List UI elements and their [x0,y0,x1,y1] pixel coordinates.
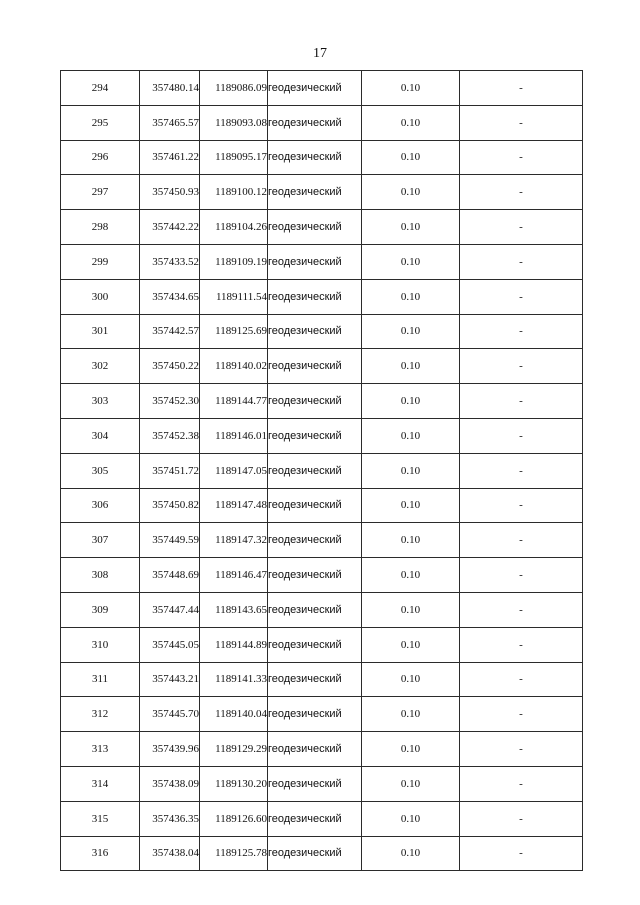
x-coordinate-cell: 357445.70 [140,697,200,732]
y-coordinate-cell: 1189125.69 [200,314,268,349]
description-cell: - [460,732,583,767]
description-cell: - [460,418,583,453]
accuracy-cell: 0.10 [362,71,460,106]
table-row [61,836,583,871]
point-number-cell: 304 [61,418,140,453]
accuracy-cell: 0.10 [362,314,460,349]
method-cell: геодезический [268,836,362,871]
description-cell: - [460,488,583,523]
accuracy-cell: 0.10 [362,488,460,523]
method-cell: геодезический [268,766,362,801]
table-row [61,384,583,419]
y-coordinate-cell: 1189140.04 [200,697,268,732]
table-row [61,801,583,836]
table-row [61,418,583,453]
y-coordinate-cell: 1189140.02 [200,349,268,384]
description-cell: - [460,627,583,662]
method-cell: геодезический [268,418,362,453]
accuracy-cell: 0.10 [362,349,460,384]
description-cell: - [460,836,583,871]
point-number-cell: 302 [61,349,140,384]
table-row [61,732,583,767]
x-coordinate-cell: 357449.59 [140,523,200,558]
method-cell: геодезический [268,697,362,732]
point-number-cell: 299 [61,244,140,279]
method-cell: геодезический [268,662,362,697]
x-coordinate-cell: 357448.69 [140,558,200,593]
point-number-cell: 308 [61,558,140,593]
description-cell: - [460,175,583,210]
table-row [61,453,583,488]
table-row [61,766,583,801]
point-number-cell: 309 [61,592,140,627]
description-cell: - [460,349,583,384]
accuracy-cell: 0.10 [362,384,460,419]
accuracy-cell: 0.10 [362,140,460,175]
description-cell: - [460,766,583,801]
x-coordinate-cell: 357445.05 [140,627,200,662]
description-cell: - [460,523,583,558]
table-row [61,697,583,732]
accuracy-cell: 0.10 [362,836,460,871]
point-number-cell: 294 [61,71,140,106]
y-coordinate-cell: 1189144.77 [200,384,268,419]
y-coordinate-cell: 1189111.54 [200,279,268,314]
method-cell: геодезический [268,279,362,314]
description-cell: - [460,453,583,488]
y-coordinate-cell: 1189141.33 [200,662,268,697]
x-coordinate-cell: 357433.52 [140,244,200,279]
table-row [61,592,583,627]
accuracy-cell: 0.10 [362,523,460,558]
method-cell: геодезический [268,384,362,419]
y-coordinate-cell: 1189126.60 [200,801,268,836]
x-coordinate-cell: 357480.14 [140,71,200,106]
accuracy-cell: 0.10 [362,801,460,836]
x-coordinate-cell: 357447.44 [140,592,200,627]
method-cell: геодезический [268,140,362,175]
description-cell: - [460,697,583,732]
table-row [61,662,583,697]
table-row [61,488,583,523]
table-row [61,244,583,279]
accuracy-cell: 0.10 [362,210,460,245]
point-number-cell: 307 [61,523,140,558]
method-cell: геодезический [268,453,362,488]
accuracy-cell: 0.10 [362,105,460,140]
y-coordinate-cell: 1189100.12 [200,175,268,210]
accuracy-cell: 0.10 [362,662,460,697]
x-coordinate-cell: 357438.04 [140,836,200,871]
method-cell: геодезический [268,210,362,245]
y-coordinate-cell: 1189147.48 [200,488,268,523]
table-row [61,71,583,106]
point-number-cell: 300 [61,279,140,314]
description-cell: - [460,244,583,279]
table-row [61,105,583,140]
page-number: 17 [313,46,327,61]
accuracy-cell: 0.10 [362,766,460,801]
table-row [61,140,583,175]
x-coordinate-cell: 357461.22 [140,140,200,175]
x-coordinate-cell: 357438.09 [140,766,200,801]
accuracy-cell: 0.10 [362,697,460,732]
method-cell: геодезический [268,314,362,349]
accuracy-cell: 0.10 [362,627,460,662]
point-number-cell: 316 [61,836,140,871]
coordinates-table-body [61,71,583,871]
x-coordinate-cell: 357442.22 [140,210,200,245]
y-coordinate-cell: 1189129.29 [200,732,268,767]
accuracy-cell: 0.10 [362,558,460,593]
method-cell: геодезический [268,175,362,210]
y-coordinate-cell: 1189143.65 [200,592,268,627]
point-number-cell: 312 [61,697,140,732]
point-number-cell: 310 [61,627,140,662]
x-coordinate-cell: 357452.38 [140,418,200,453]
description-cell: - [460,210,583,245]
x-coordinate-cell: 357443.21 [140,662,200,697]
point-number-cell: 313 [61,732,140,767]
description-cell: - [460,279,583,314]
y-coordinate-cell: 1189147.32 [200,523,268,558]
y-coordinate-cell: 1189147.05 [200,453,268,488]
table-row [61,210,583,245]
description-cell: - [460,314,583,349]
y-coordinate-cell: 1189146.01 [200,418,268,453]
table-row [61,279,583,314]
point-number-cell: 315 [61,801,140,836]
table-row [61,314,583,349]
y-coordinate-cell: 1189130.20 [200,766,268,801]
description-cell: - [460,592,583,627]
description-cell: - [460,71,583,106]
y-coordinate-cell: 1189144.89 [200,627,268,662]
method-cell: геодезический [268,105,362,140]
description-cell: - [460,662,583,697]
point-number-cell: 298 [61,210,140,245]
y-coordinate-cell: 1189146.47 [200,558,268,593]
table-row [61,349,583,384]
x-coordinate-cell: 357450.22 [140,349,200,384]
point-number-cell: 305 [61,453,140,488]
method-cell: геодезический [268,592,362,627]
x-coordinate-cell: 357436.35 [140,801,200,836]
x-coordinate-cell: 357451.72 [140,453,200,488]
method-cell: геодезический [268,627,362,662]
point-number-cell: 314 [61,766,140,801]
description-cell: - [460,558,583,593]
x-coordinate-cell: 357442.57 [140,314,200,349]
method-cell: геодезический [268,732,362,767]
x-coordinate-cell: 357450.82 [140,488,200,523]
point-number-cell: 297 [61,175,140,210]
y-coordinate-cell: 1189095.17 [200,140,268,175]
method-cell: геодезический [268,349,362,384]
description-cell: - [460,384,583,419]
accuracy-cell: 0.10 [362,279,460,314]
accuracy-cell: 0.10 [362,244,460,279]
accuracy-cell: 0.10 [362,592,460,627]
method-cell: геодезический [268,558,362,593]
accuracy-cell: 0.10 [362,175,460,210]
table-row [61,558,583,593]
point-number-cell: 296 [61,140,140,175]
x-coordinate-cell: 357465.57 [140,105,200,140]
accuracy-cell: 0.10 [362,453,460,488]
point-number-cell: 311 [61,662,140,697]
description-cell: - [460,140,583,175]
coordinates-table [60,70,583,871]
point-number-cell: 306 [61,488,140,523]
y-coordinate-cell: 1189104.26 [200,210,268,245]
point-number-cell: 303 [61,384,140,419]
y-coordinate-cell: 1189125.78 [200,836,268,871]
x-coordinate-cell: 357434.65 [140,279,200,314]
y-coordinate-cell: 1189086.09 [200,71,268,106]
y-coordinate-cell: 1189093.08 [200,105,268,140]
description-cell: - [460,105,583,140]
method-cell: геодезический [268,244,362,279]
x-coordinate-cell: 357439.96 [140,732,200,767]
x-coordinate-cell: 357450.93 [140,175,200,210]
x-coordinate-cell: 357452.30 [140,384,200,419]
table-row [61,175,583,210]
table-row [61,523,583,558]
method-cell: геодезический [268,488,362,523]
y-coordinate-cell: 1189109.19 [200,244,268,279]
point-number-cell: 295 [61,105,140,140]
accuracy-cell: 0.10 [362,418,460,453]
point-number-cell: 301 [61,314,140,349]
method-cell: геодезический [268,71,362,106]
accuracy-cell: 0.10 [362,732,460,767]
description-cell: - [460,801,583,836]
table-row [61,627,583,662]
method-cell: геодезический [268,801,362,836]
method-cell: геодезический [268,523,362,558]
